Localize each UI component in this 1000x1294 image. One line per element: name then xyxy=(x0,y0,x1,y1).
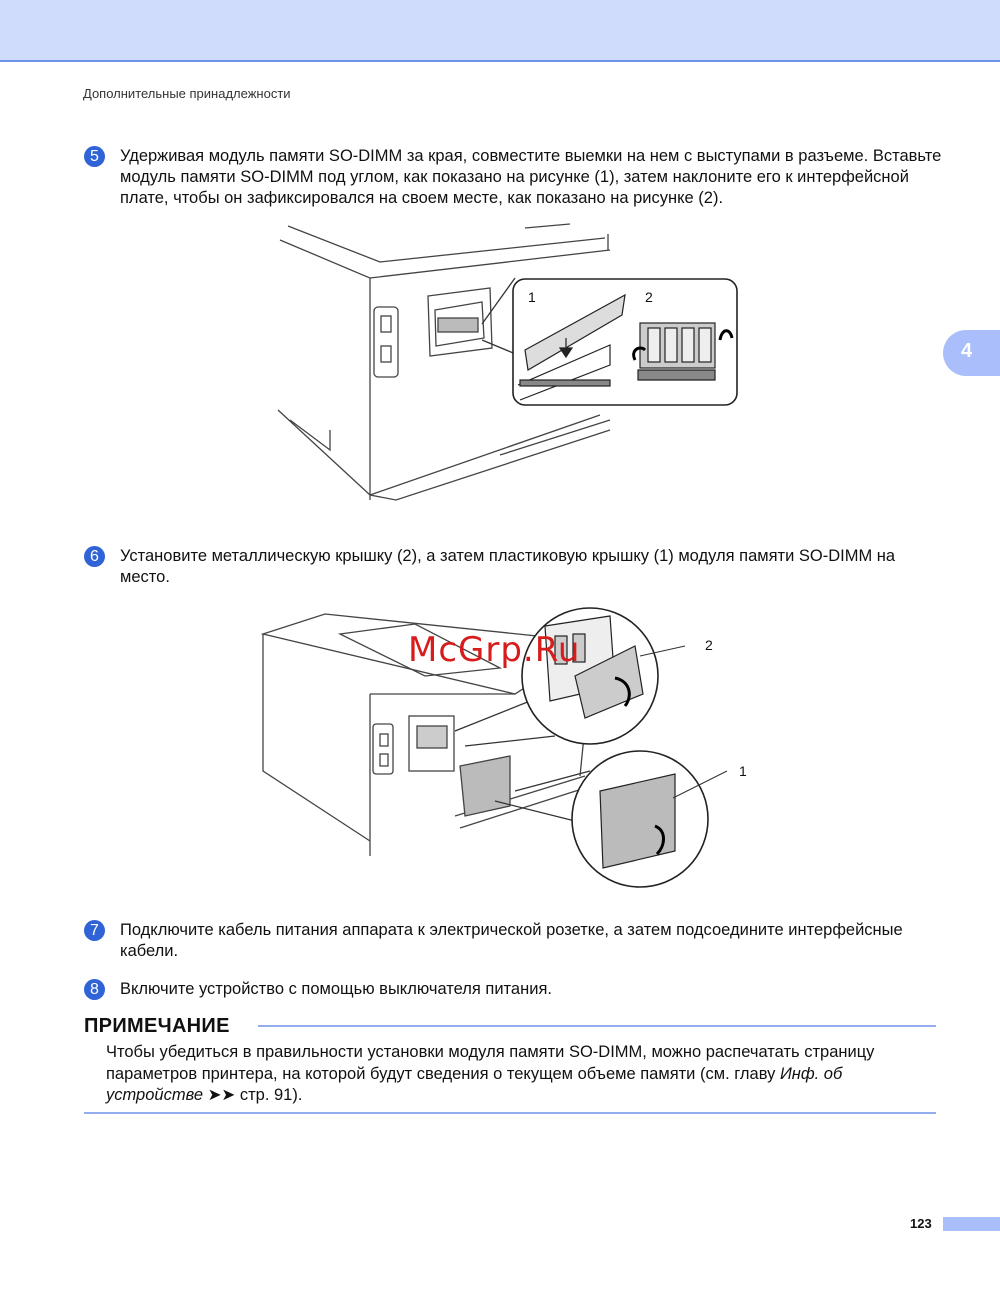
running-header: Дополнительные принадлежности xyxy=(83,86,291,101)
figure2-callout-1: 1 xyxy=(739,763,747,779)
note-bottom-divider xyxy=(84,1112,936,1114)
step-number: 7 xyxy=(84,920,105,941)
figure2-callout-2: 2 xyxy=(705,637,713,653)
top-band xyxy=(0,0,1000,62)
chapter-tab xyxy=(943,330,1000,376)
step-number: 5 xyxy=(84,146,105,167)
step-7 xyxy=(84,920,944,962)
step-8 xyxy=(84,979,944,1000)
note-divider xyxy=(258,1025,936,1027)
note-link[interactable]: Инф. об устройстве xyxy=(106,1064,843,1104)
page-number: 123 xyxy=(910,1216,932,1231)
step-text: Удерживая модуль памяти SO-DIMM за края, совместите выемки на нем с выступами в разъеме. Вставьте модуль памяти SO-DIMM под углом, как показано на рисунке (1), затем наклоните его к интерфейсной плате, чтобы он зафиксировался на своем месте, как показано на рисунке (2). xyxy=(120,147,942,207)
step-text: Включите устройство с помощью выключателя питания. xyxy=(120,980,552,998)
step-number: 6 xyxy=(84,546,105,567)
watermark: McGrp.Ru xyxy=(408,630,581,670)
page-tab xyxy=(943,1217,1000,1231)
step-text: Подключите кабель питания аппарата к электрической розетке, а затем подсоедините интерфейсные кабели. xyxy=(120,921,903,960)
figure1-callout-2: 2 xyxy=(645,289,653,305)
note-text-end: стр. 91). xyxy=(235,1086,303,1104)
note-body xyxy=(106,1042,941,1107)
chapter-number: 4 xyxy=(961,340,973,362)
step-text: Установите металлическую крышку (2), а затем пластиковую крышку (1) модуля памяти SO-DIMM на место. xyxy=(120,547,896,586)
figure-sodimm-insert xyxy=(270,220,750,510)
step-number: 8 xyxy=(84,979,105,1000)
figure1-callout-1: 1 xyxy=(528,289,536,305)
double-arrow-icon: ➤➤ xyxy=(207,1086,236,1104)
step-5 xyxy=(84,146,944,209)
step-6 xyxy=(84,546,944,588)
note-title: ПРИМЕЧАНИЕ xyxy=(84,1015,230,1037)
note-text: Чтобы убедиться в правильности установки модуля памяти SO-DIMM, можно распечатать страницу параметров принтера, на которой будут сведения о текущем объеме памяти (см. главу xyxy=(106,1043,875,1083)
